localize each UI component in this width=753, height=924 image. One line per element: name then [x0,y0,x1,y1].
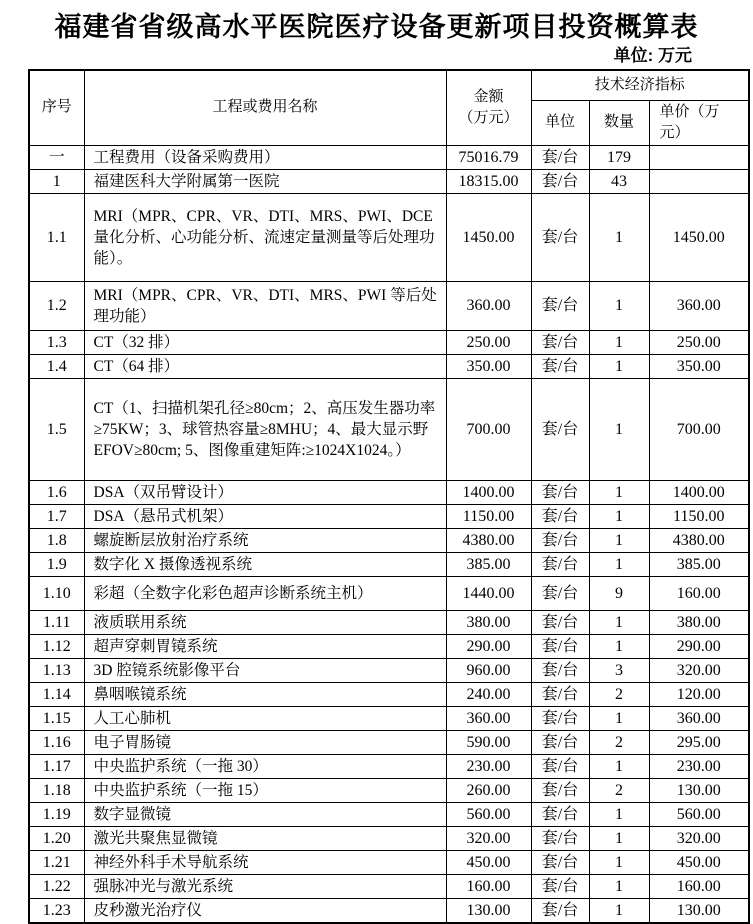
cell-name: 福建医科大学附属第一医院 [84,169,446,193]
cell-qty: 2 [589,778,649,802]
cell-qty: 43 [589,169,649,193]
cell-amount: 350.00 [446,354,531,378]
cell-price: 120.00 [649,682,749,706]
document-title: 福建省省级高水平医院医疗设备更新项目投资概算表 [54,12,699,42]
cell-unit: 套/台 [531,682,589,706]
cell-name: 鼻咽喉镜系统 [84,682,446,706]
cell-price: 450.00 [649,850,749,874]
cell-amount: 700.00 [446,378,531,480]
cell-seq: 1.16 [29,730,84,754]
cell-seq: 1.13 [29,658,84,682]
table-row [29,778,749,802]
cell-amount: 260.00 [446,778,531,802]
cell-amount: 590.00 [446,730,531,754]
cell-name: 3D 腔镜系统影像平台 [84,658,446,682]
table-row [29,874,749,898]
cell-seq: 1.11 [29,610,84,634]
table-row [29,378,749,480]
cell-name: MRI（MPR、CPR、VR、DTI、MRS、PWI、DCE量化分析、心功能分析、流速定量测量等后处理功能）。 [84,193,446,281]
header-unit: 单位 [531,100,589,145]
cell-qty: 1 [589,528,649,552]
cell-amount: 960.00 [446,658,531,682]
header-name: 工程或费用名称 [84,70,446,145]
cell-unit: 套/台 [531,193,589,281]
cell-price: 360.00 [649,281,749,330]
table-row [29,504,749,528]
cell-unit: 套/台 [531,610,589,634]
cell-qty: 1 [589,826,649,850]
cell-amount: 360.00 [446,706,531,730]
table-row [29,754,749,778]
header-amount [446,70,531,145]
cell-name: 人工心肺机 [84,706,446,730]
cell-unit: 套/台 [531,706,589,730]
cell-qty: 1 [589,281,649,330]
cell-qty: 1 [589,874,649,898]
cell-name: 电子胃肠镜 [84,730,446,754]
cell-seq: 1.9 [29,552,84,576]
cell-seq: 1.2 [29,281,84,330]
table-row [29,576,749,610]
table-row [29,480,749,504]
cell-price: 130.00 [649,778,749,802]
cell-name: DSA（双吊臂设计） [84,480,446,504]
cell-amount: 240.00 [446,682,531,706]
estimate-table [28,69,750,924]
cell-amount: 1450.00 [446,193,531,281]
cell-amount: 560.00 [446,802,531,826]
cell-amount: 450.00 [446,850,531,874]
header-amount-line2: （万元） [458,109,519,126]
cell-seq: 1.18 [29,778,84,802]
table-row [29,552,749,576]
cell-unit: 套/台 [531,504,589,528]
cell-seq: 1.17 [29,754,84,778]
cell-amount: 360.00 [446,281,531,330]
cell-price: 250.00 [649,330,749,354]
cell-name: 数字显微镜 [84,802,446,826]
cell-seq: 1.6 [29,480,84,504]
table-row [29,658,749,682]
cell-unit: 套/台 [531,850,589,874]
cell-price: 1400.00 [649,480,749,504]
cell-name: 超声穿刺胃镜系统 [84,634,446,658]
cell-name: MRI（MPR、CPR、VR、DTI、MRS、PWI 等后处理功能） [84,281,446,330]
cell-unit: 套/台 [531,354,589,378]
cell-qty: 1 [589,898,649,923]
cell-amount: 1440.00 [446,576,531,610]
cell-unit: 套/台 [531,778,589,802]
header-seq: 序号 [29,70,84,145]
table-row [29,528,749,552]
cell-price: 1150.00 [649,504,749,528]
table-row [29,145,749,169]
table-row [29,802,749,826]
cell-price: 230.00 [649,754,749,778]
cell-amount: 130.00 [446,898,531,923]
cell-qty: 9 [589,576,649,610]
cell-price: 295.00 [649,730,749,754]
cell-amount: 320.00 [446,826,531,850]
cell-name: 强脉冲光与激光系统 [84,874,446,898]
cell-qty: 1 [589,330,649,354]
cell-seq: 1.3 [29,330,84,354]
cell-seq: 1.23 [29,898,84,923]
cell-price: 385.00 [649,552,749,576]
cell-price: 1450.00 [649,193,749,281]
cell-unit: 套/台 [531,281,589,330]
cell-name: 激光共聚焦显微镜 [84,826,446,850]
cell-amount: 380.00 [446,610,531,634]
cell-price: 160.00 [649,576,749,610]
table-row [29,826,749,850]
cell-seq: 1.20 [29,826,84,850]
header-qty: 数量 [589,100,649,145]
cell-qty: 1 [589,354,649,378]
cell-name: 数字化 X 摄像透视系统 [84,552,446,576]
cell-price: 350.00 [649,354,749,378]
cell-price: 290.00 [649,634,749,658]
cell-unit: 套/台 [531,576,589,610]
cell-unit: 套/台 [531,480,589,504]
cell-seq: 1.5 [29,378,84,480]
cell-name: 彩超（全数字化彩色超声诊断系统主机） [84,576,446,610]
cell-name: 螺旋断层放射治疗系统 [84,528,446,552]
cell-qty: 1 [589,706,649,730]
header-amount-line1: 金额 [473,88,504,105]
cell-unit: 套/台 [531,898,589,923]
table-body [29,145,749,923]
cell-unit: 套/台 [531,634,589,658]
cell-name: 皮秒激光治疗仪 [84,898,446,923]
cell-qty: 1 [589,850,649,874]
table-row [29,169,749,193]
cell-amount: 385.00 [446,552,531,576]
cell-seq: 1.21 [29,850,84,874]
table-row [29,193,749,281]
cell-price [649,169,749,193]
cell-price: 700.00 [649,378,749,480]
cell-qty: 1 [589,480,649,504]
cell-seq: 1 [29,169,84,193]
cell-unit: 套/台 [531,552,589,576]
cell-name: 中央监护系统（一拖 15） [84,778,446,802]
table-row [29,898,749,923]
cell-seq: 1.4 [29,354,84,378]
cell-amount: 1400.00 [446,480,531,504]
cell-name: 工程费用（设备采购费用） [84,145,446,169]
cell-price: 560.00 [649,802,749,826]
table-row [29,281,749,330]
cell-qty: 1 [589,610,649,634]
cell-unit: 套/台 [531,754,589,778]
cell-name: 神经外科手术导航系统 [84,850,446,874]
cell-qty: 1 [589,634,649,658]
cell-unit: 套/台 [531,658,589,682]
cell-amount: 75016.79 [446,145,531,169]
cell-seq: 1.14 [29,682,84,706]
cell-seq: 1.22 [29,874,84,898]
cell-amount: 250.00 [446,330,531,354]
cell-unit: 套/台 [531,145,589,169]
cell-price: 360.00 [649,706,749,730]
cell-qty: 1 [589,802,649,826]
table-row [29,850,749,874]
cell-price: 320.00 [649,826,749,850]
cell-price [649,145,749,169]
cell-price: 4380.00 [649,528,749,552]
cell-seq: 1.1 [29,193,84,281]
cell-unit: 套/台 [531,874,589,898]
cell-seq: 1.19 [29,802,84,826]
cell-qty: 1 [589,504,649,528]
cell-amount: 4380.00 [446,528,531,552]
cell-qty: 179 [589,145,649,169]
cell-unit: 套/台 [531,730,589,754]
cell-price: 130.00 [649,898,749,923]
cell-amount: 230.00 [446,754,531,778]
cell-price: 160.00 [649,874,749,898]
cell-amount: 160.00 [446,874,531,898]
table-row [29,354,749,378]
cell-unit: 套/台 [531,330,589,354]
cell-qty: 1 [589,193,649,281]
table-row [29,610,749,634]
cell-seq: 1.12 [29,634,84,658]
cell-unit: 套/台 [531,826,589,850]
header-tech-group: 技术经济指标 [531,70,749,100]
cell-qty: 3 [589,658,649,682]
table-row [29,330,749,354]
cell-unit: 套/台 [531,528,589,552]
cell-name: CT（1、扫描机架孔径≥80cm；2、高压发生器功率≥75KW；3、球管热容量≥8MHU；4、最大显示野 EFOV≥80cm; 5、图像重建矩阵:≥1024X1024。） [84,378,446,480]
cell-qty: 2 [589,730,649,754]
header-price: 单价（万元） [649,100,749,145]
cell-unit: 套/台 [531,169,589,193]
cell-name: CT（32 排） [84,330,446,354]
cell-seq: 1.8 [29,528,84,552]
cell-name: CT（64 排） [84,354,446,378]
table-row [29,730,749,754]
table-row [29,634,749,658]
cell-qty: 1 [589,378,649,480]
cell-qty: 1 [589,552,649,576]
cell-price: 380.00 [649,610,749,634]
cell-seq: 1.7 [29,504,84,528]
cell-name: 液质联用系统 [84,610,446,634]
cell-price: 320.00 [649,658,749,682]
table-row [29,706,749,730]
cell-name: DSA（悬吊式机架） [84,504,446,528]
cell-unit: 套/台 [531,378,589,480]
table-row [29,682,749,706]
cell-amount: 18315.00 [446,169,531,193]
cell-seq: 1.15 [29,706,84,730]
cell-unit: 套/台 [531,802,589,826]
cell-seq: 一 [29,145,84,169]
cell-qty: 2 [589,682,649,706]
cell-qty: 1 [589,754,649,778]
cell-amount: 1150.00 [446,504,531,528]
cell-seq: 1.10 [29,576,84,610]
unit-note: 单位: 万元 [613,46,692,65]
cell-name: 中央监护系统（一拖 30） [84,754,446,778]
cell-amount: 290.00 [446,634,531,658]
table-header [29,70,749,145]
